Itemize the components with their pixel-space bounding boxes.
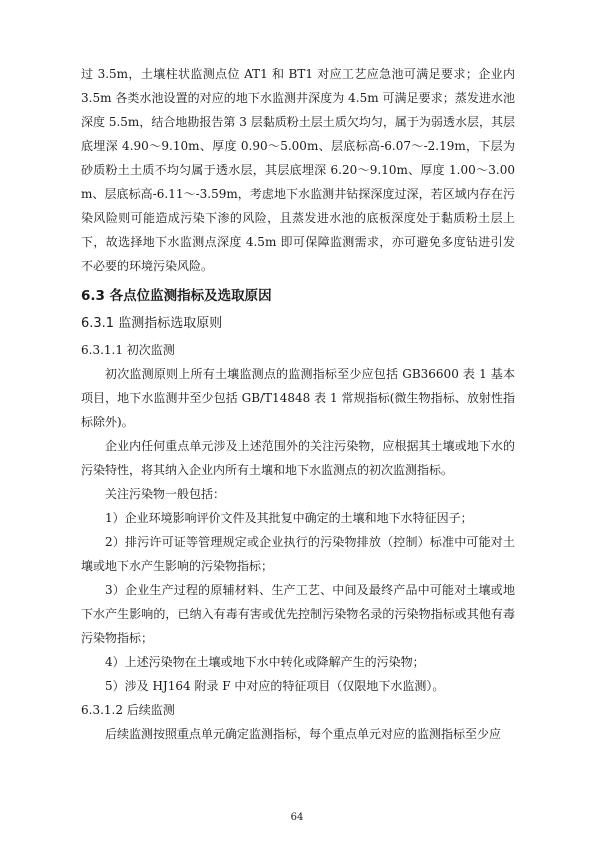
pollutant-list-item-2: 2）排污许可证等管理规定或企业执行的污染物排放（控制）标准中可能对土壤或地下水产生影响的污染物指标；	[81, 535, 515, 573]
section-6-3-1-2-heading: 6.3.1.2 后续监测	[81, 703, 175, 717]
intro-paragraph: 过 3.5m，土壤柱状监测点位 AT1 和 BT1 对应工艺应急池可满足要求；企业内 3.5m 各类水池设置的对应的地下水监测井深度为 4.5m 可满足要求；蒸发进水池深度 5.5m，结合地勘报告第 3 层黏质粉土层土质欠均匀，属于为弱透水层，其层底埋深 4.90～9.10m、厚度 0.90～5.00m、层底标高-6.07～-2.19m，下层为砂质粉土土质不均匀属于透水层，其层底埋深 6.20～9.10m、厚度 1.00～3.00m、层底标高-6.11～-3.59m，考虑地下水监测井钻探深度过深，若区域内存在污染风险则可能造成污染下渗的风险，且蒸发进水池的底板深度处于黏质粉土层上下，故选择地下水监测点深度 4.5m 即可保障监测需求，亦可避免多度钻进引发不必要的环境污染风险。	[81, 67, 515, 273]
follow-up-monitoring-paragraph: 后续监测按照重点单元确定监测指标，每个重点单元对应的监测指标至少应	[105, 727, 502, 741]
section-6-3-1-1-heading: 6.3.1.1 初次监测	[81, 343, 175, 357]
initial-monitoring-paragraph-3: 关注污染物一般包括：	[105, 487, 226, 501]
page-body	[81, 62, 515, 746]
pollutant-list-item-5: 5）涉及 HJ164 附录 F 中对应的特征项目（仅限地下水监测）。	[105, 679, 445, 693]
section-6-3-1-heading: 6.3.1 监测指标选取原则	[81, 316, 223, 331]
pollutant-list-item-1: 1）企业环境影响评价文件及其批复中确定的土壤和地下水特征因子；	[105, 511, 473, 525]
section-6-3-heading: 6.3 各点位监测指标及选取原因	[81, 288, 272, 304]
pollutant-list-item-3: 3）企业生产过程的原辅材料、生产工艺、中间及最终产品中可能对土壤或地下水产生影响的，已纳入有毒有害或优先控制污染物名录的污染物指标或其他有毒污染物指标；	[81, 583, 515, 645]
pollutant-list-item-4: 4）上述污染物在土壤或地下水中转化或降解产生的污染物；	[105, 655, 425, 669]
initial-monitoring-paragraph-2: 企业内任何重点单元涉及上述范围外的关注污染物，应根据其土壤或地下水的污染特性，将其纳入企业内所有土壤和地下水监测点的初次监测指标。	[81, 439, 515, 477]
initial-monitoring-paragraph-1: 初次监测原则上所有土壤监测点的监测指标至少应包括 GB36600 表 1 基本项目，地下水监测井至少包括 GB/T14848 表 1 常规指标(微生物指标、放射性指标除外)。	[81, 367, 515, 429]
page-number: 64	[290, 812, 304, 823]
